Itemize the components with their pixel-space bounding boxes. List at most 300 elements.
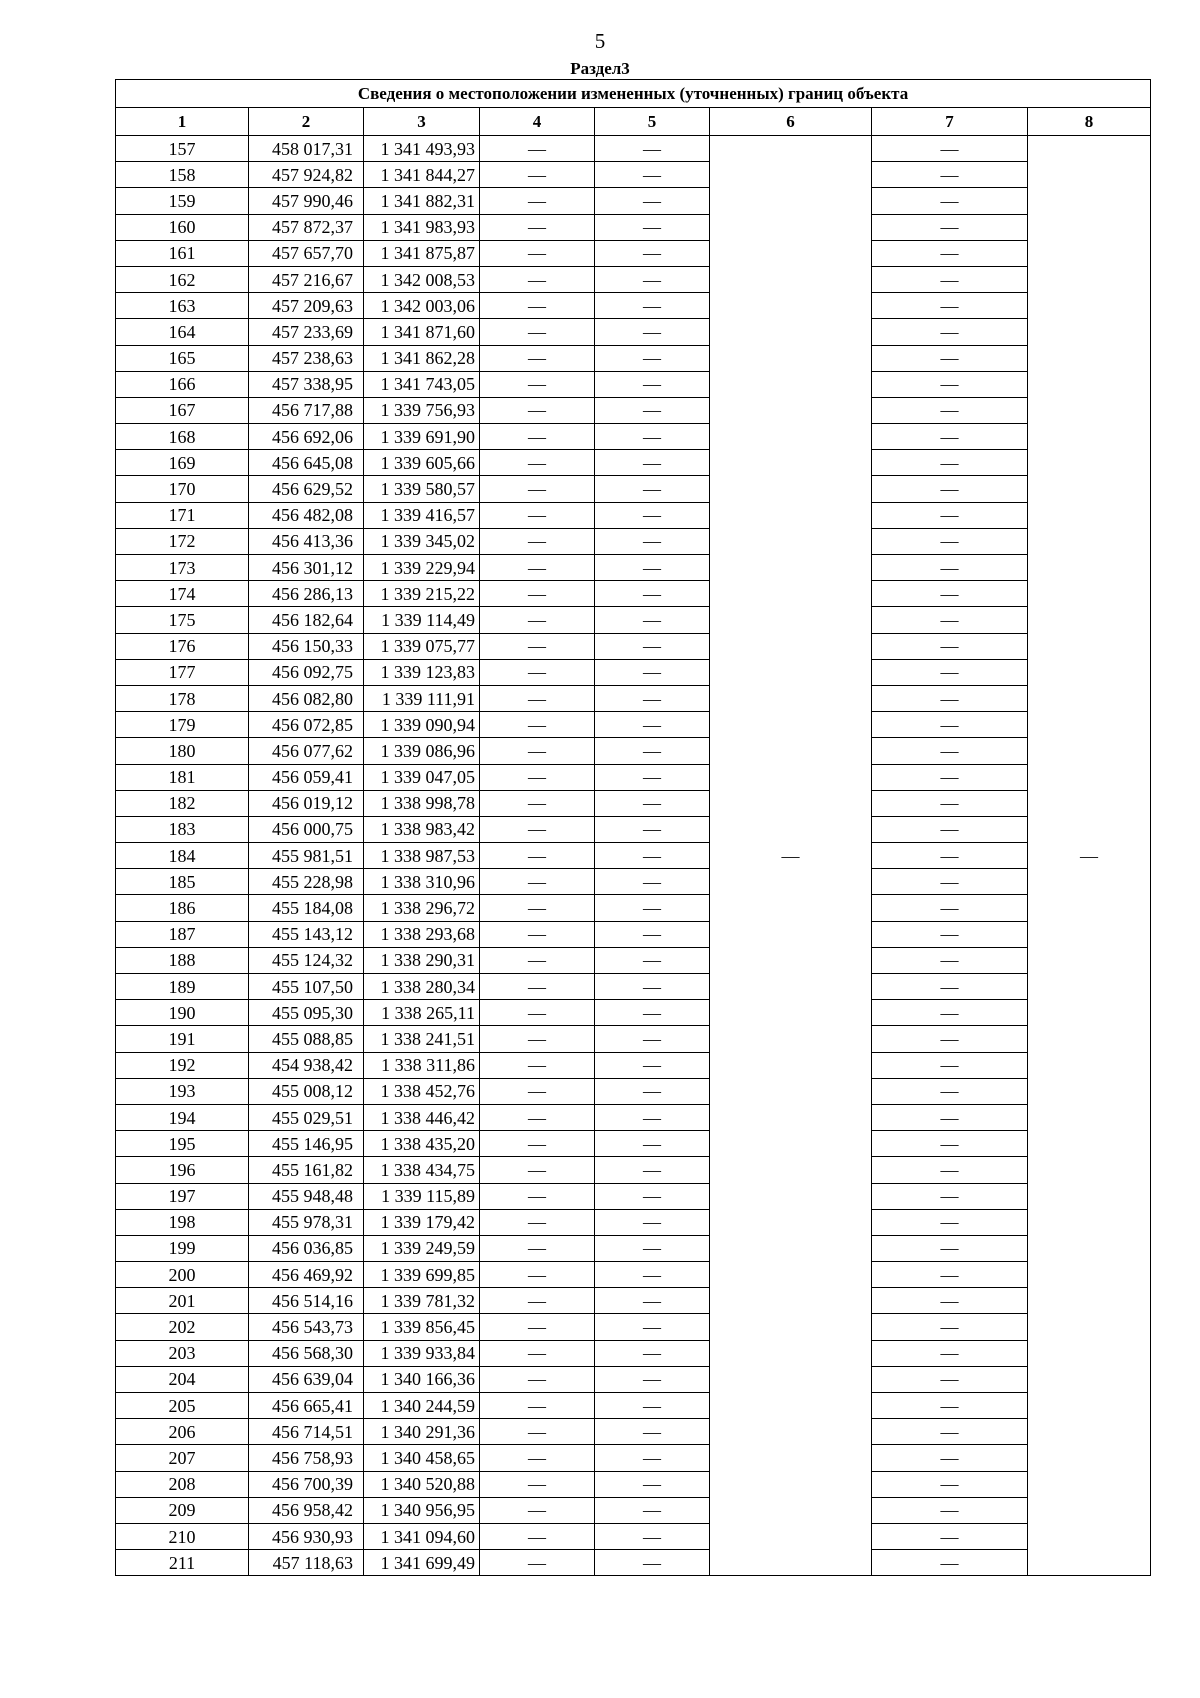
y-coordinate-cell: 1 339 123,83: [364, 659, 480, 685]
y-coordinate-cell: 1 338 280,34: [364, 974, 480, 1000]
col5-cell: —: [595, 345, 710, 371]
col7-cell: —: [872, 240, 1028, 266]
y-coordinate-cell: 1 340 166,36: [364, 1366, 480, 1392]
col5-cell: —: [595, 947, 710, 973]
y-coordinate-cell: 1 340 956,95: [364, 1497, 480, 1523]
col4-cell: —: [480, 947, 595, 973]
col5-cell: —: [595, 371, 710, 397]
col7-cell: —: [872, 1445, 1028, 1471]
col7-cell: —: [872, 947, 1028, 973]
col7-cell: —: [872, 188, 1028, 214]
table-row: [116, 345, 1151, 371]
x-coordinate-cell: 458 017,31: [249, 136, 364, 162]
col5-cell: —: [595, 1550, 710, 1576]
col5-cell: —: [595, 816, 710, 842]
col7-cell: —: [872, 712, 1028, 738]
col7-cell: —: [872, 319, 1028, 345]
table-row: [116, 188, 1151, 214]
x-coordinate-cell: 456 150,33: [249, 633, 364, 659]
col4-cell: —: [480, 1471, 595, 1497]
col7-cell: —: [872, 659, 1028, 685]
table-row: [116, 1078, 1151, 1104]
table-caption: Сведения о местоположении измененных (уточненных) границ объекта: [116, 80, 1151, 108]
col4-cell: —: [480, 633, 595, 659]
table-row: [116, 1209, 1151, 1235]
table-row: [116, 1393, 1151, 1419]
col4-cell: —: [480, 240, 595, 266]
col5-cell: —: [595, 1471, 710, 1497]
col7-cell: —: [872, 1393, 1028, 1419]
col5-cell: —: [595, 1052, 710, 1078]
point-number-cell: 196: [116, 1157, 249, 1183]
x-coordinate-cell: 456 543,73: [249, 1314, 364, 1340]
x-coordinate-cell: 456 692,06: [249, 424, 364, 450]
column-number-row: [116, 108, 1151, 136]
col5-cell: —: [595, 1157, 710, 1183]
x-coordinate-cell: 455 228,98: [249, 869, 364, 895]
col4-cell: —: [480, 1104, 595, 1130]
y-coordinate-cell: 1 341 882,31: [364, 188, 480, 214]
x-coordinate-cell: 455 088,85: [249, 1026, 364, 1052]
col4-cell: —: [480, 528, 595, 554]
col5-cell: —: [595, 685, 710, 711]
table-row: [116, 869, 1151, 895]
col7-cell: —: [872, 1183, 1028, 1209]
x-coordinate-cell: 457 216,67: [249, 266, 364, 292]
point-number-cell: 189: [116, 974, 249, 1000]
x-coordinate-cell: 455 146,95: [249, 1131, 364, 1157]
y-coordinate-cell: 1 339 691,90: [364, 424, 480, 450]
point-number-cell: 157: [116, 136, 249, 162]
table-row: [116, 555, 1151, 581]
column-number: 7: [872, 108, 1028, 136]
col7-cell: —: [872, 1314, 1028, 1340]
y-coordinate-cell: 1 338 310,96: [364, 869, 480, 895]
col4-cell: —: [480, 1523, 595, 1549]
y-coordinate-cell: 1 339 114,49: [364, 607, 480, 633]
table-row: [116, 214, 1151, 240]
col4-cell: —: [480, 843, 595, 869]
col4-cell: —: [480, 266, 595, 292]
col5-cell: —: [595, 869, 710, 895]
table-row: [116, 1550, 1151, 1576]
y-coordinate-cell: 1 339 580,57: [364, 476, 480, 502]
y-coordinate-cell: 1 340 291,36: [364, 1419, 480, 1445]
col7-cell: —: [872, 869, 1028, 895]
col7-cell: —: [872, 843, 1028, 869]
table-row: [116, 266, 1151, 292]
point-number-cell: 170: [116, 476, 249, 502]
table-row: [116, 895, 1151, 921]
y-coordinate-cell: 1 339 756,93: [364, 397, 480, 423]
point-number-cell: 176: [116, 633, 249, 659]
y-coordinate-cell: 1 339 249,59: [364, 1235, 480, 1261]
table-row: [116, 162, 1151, 188]
point-number-cell: 174: [116, 581, 249, 607]
col7-cell: —: [872, 790, 1028, 816]
col5-cell: —: [595, 712, 710, 738]
col7-cell: —: [872, 371, 1028, 397]
col4-cell: —: [480, 1183, 595, 1209]
col4-cell: —: [480, 424, 595, 450]
column-number: 8: [1028, 108, 1151, 136]
col7-cell: —: [872, 555, 1028, 581]
x-coordinate-cell: 455 124,32: [249, 947, 364, 973]
col7-cell: —: [872, 607, 1028, 633]
col7-cell: —: [872, 214, 1028, 240]
col4-cell: —: [480, 1314, 595, 1340]
table-row: [116, 712, 1151, 738]
x-coordinate-cell: 456 714,51: [249, 1419, 364, 1445]
point-number-cell: 172: [116, 528, 249, 554]
y-coordinate-cell: 1 341 844,27: [364, 162, 480, 188]
col5-cell: —: [595, 450, 710, 476]
point-number-cell: 190: [116, 1000, 249, 1026]
col4-cell: —: [480, 974, 595, 1000]
col4-cell: —: [480, 1288, 595, 1314]
point-number-cell: 183: [116, 816, 249, 842]
y-coordinate-cell: 1 341 875,87: [364, 240, 480, 266]
point-number-cell: 187: [116, 921, 249, 947]
y-coordinate-cell: 1 341 743,05: [364, 371, 480, 397]
x-coordinate-cell: 457 209,63: [249, 293, 364, 319]
point-number-cell: 182: [116, 790, 249, 816]
col5-cell: —: [595, 843, 710, 869]
col7-cell: —: [872, 1262, 1028, 1288]
x-coordinate-cell: 456 019,12: [249, 790, 364, 816]
x-coordinate-cell: 456 072,85: [249, 712, 364, 738]
col4-cell: —: [480, 790, 595, 816]
y-coordinate-cell: 1 340 458,65: [364, 1445, 480, 1471]
col5-cell: —: [595, 188, 710, 214]
point-number-cell: 207: [116, 1445, 249, 1471]
point-number-cell: 158: [116, 162, 249, 188]
point-number-cell: 201: [116, 1288, 249, 1314]
col7-cell: —: [872, 633, 1028, 659]
column-number: 2: [249, 108, 364, 136]
x-coordinate-cell: 456 568,30: [249, 1340, 364, 1366]
y-coordinate-cell: 1 342 003,06: [364, 293, 480, 319]
col4-cell: —: [480, 659, 595, 685]
y-coordinate-cell: 1 338 241,51: [364, 1026, 480, 1052]
col4-cell: —: [480, 162, 595, 188]
col7-cell: —: [872, 1523, 1028, 1549]
col7-cell: —: [872, 581, 1028, 607]
point-number-cell: 191: [116, 1026, 249, 1052]
table-row: [116, 1000, 1151, 1026]
x-coordinate-cell: 457 338,95: [249, 371, 364, 397]
point-number-cell: 202: [116, 1314, 249, 1340]
y-coordinate-cell: 1 339 215,22: [364, 581, 480, 607]
col5-cell: —: [595, 659, 710, 685]
col7-cell: —: [872, 528, 1028, 554]
y-coordinate-cell: 1 338 293,68: [364, 921, 480, 947]
col4-cell: —: [480, 1550, 595, 1576]
table-row: [116, 319, 1151, 345]
column-number: 1: [116, 108, 249, 136]
col5-cell: —: [595, 476, 710, 502]
col7-cell: —: [872, 1366, 1028, 1392]
y-coordinate-cell: 1 339 047,05: [364, 764, 480, 790]
col5-cell: —: [595, 240, 710, 266]
col5-cell: —: [595, 1366, 710, 1392]
y-coordinate-cell: 1 338 983,42: [364, 816, 480, 842]
point-number-cell: 205: [116, 1393, 249, 1419]
y-coordinate-cell: 1 338 452,76: [364, 1078, 480, 1104]
x-coordinate-cell: 456 930,93: [249, 1523, 364, 1549]
col7-cell: —: [872, 895, 1028, 921]
col5-cell: —: [595, 1288, 710, 1314]
col7-cell: —: [872, 816, 1028, 842]
point-number-cell: 206: [116, 1419, 249, 1445]
table-row: [116, 764, 1151, 790]
point-number-cell: 178: [116, 685, 249, 711]
col5-cell: —: [595, 502, 710, 528]
table-row: [116, 921, 1151, 947]
x-coordinate-cell: 457 924,82: [249, 162, 364, 188]
y-coordinate-cell: 1 339 179,42: [364, 1209, 480, 1235]
table-row: [116, 974, 1151, 1000]
column-number: 3: [364, 108, 480, 136]
point-number-cell: 208: [116, 1471, 249, 1497]
x-coordinate-cell: 456 286,13: [249, 581, 364, 607]
table-row: [116, 1497, 1151, 1523]
col4-cell: —: [480, 1366, 595, 1392]
x-coordinate-cell: 456 758,93: [249, 1445, 364, 1471]
col4-cell: —: [480, 1497, 595, 1523]
col5-cell: —: [595, 162, 710, 188]
col7-cell: —: [872, 1131, 1028, 1157]
x-coordinate-cell: 454 938,42: [249, 1052, 364, 1078]
col4-cell: —: [480, 607, 595, 633]
table-row: [116, 1445, 1151, 1471]
col4-cell: —: [480, 450, 595, 476]
table-row: [116, 659, 1151, 685]
col5-cell: —: [595, 1497, 710, 1523]
y-coordinate-cell: 1 338 290,31: [364, 947, 480, 973]
col7-cell: —: [872, 1550, 1028, 1576]
x-coordinate-cell: 455 981,51: [249, 843, 364, 869]
boundary-coordinates-table: [115, 79, 1151, 1576]
col4-cell: —: [480, 476, 595, 502]
col7-cell: —: [872, 1235, 1028, 1261]
table-row: [116, 1288, 1151, 1314]
y-coordinate-cell: 1 338 446,42: [364, 1104, 480, 1130]
col4-cell: —: [480, 816, 595, 842]
y-coordinate-cell: 1 339 345,02: [364, 528, 480, 554]
point-number-cell: 181: [116, 764, 249, 790]
table-row: [116, 738, 1151, 764]
x-coordinate-cell: 455 161,82: [249, 1157, 364, 1183]
point-number-cell: 200: [116, 1262, 249, 1288]
point-number-cell: 159: [116, 188, 249, 214]
col5-cell: —: [595, 1235, 710, 1261]
table-row: [116, 607, 1151, 633]
y-coordinate-cell: 1 338 434,75: [364, 1157, 480, 1183]
x-coordinate-cell: 455 029,51: [249, 1104, 364, 1130]
x-coordinate-cell: 456 629,52: [249, 476, 364, 502]
col5-cell: —: [595, 790, 710, 816]
table-row: [116, 1262, 1151, 1288]
table-row: [116, 1183, 1151, 1209]
col5-cell: —: [595, 974, 710, 1000]
table-row: [116, 1104, 1151, 1130]
col7-cell: —: [872, 476, 1028, 502]
point-number-cell: 188: [116, 947, 249, 973]
merged-col6-cell: —: [710, 136, 872, 1576]
col5-cell: —: [595, 1209, 710, 1235]
y-coordinate-cell: 1 339 111,91: [364, 685, 480, 711]
x-coordinate-cell: 455 948,48: [249, 1183, 364, 1209]
col5-cell: —: [595, 1393, 710, 1419]
col4-cell: —: [480, 712, 595, 738]
col7-cell: —: [872, 1419, 1028, 1445]
col7-cell: —: [872, 1157, 1028, 1183]
col7-cell: —: [872, 1026, 1028, 1052]
col7-cell: —: [872, 1000, 1028, 1026]
x-coordinate-cell: 455 095,30: [249, 1000, 364, 1026]
x-coordinate-cell: 457 233,69: [249, 319, 364, 345]
col4-cell: —: [480, 1000, 595, 1026]
y-coordinate-cell: 1 341 699,49: [364, 1550, 480, 1576]
point-number-cell: 168: [116, 424, 249, 450]
table-row: [116, 1366, 1151, 1392]
col4-cell: —: [480, 895, 595, 921]
col7-cell: —: [872, 1078, 1028, 1104]
y-coordinate-cell: 1 340 244,59: [364, 1393, 480, 1419]
point-number-cell: 199: [116, 1235, 249, 1261]
y-coordinate-cell: 1 338 311,86: [364, 1052, 480, 1078]
x-coordinate-cell: 455 143,12: [249, 921, 364, 947]
col4-cell: —: [480, 1393, 595, 1419]
col4-cell: —: [480, 1157, 595, 1183]
col5-cell: —: [595, 1104, 710, 1130]
col7-cell: —: [872, 397, 1028, 423]
col5-cell: —: [595, 581, 710, 607]
col4-cell: —: [480, 685, 595, 711]
col7-cell: —: [872, 1471, 1028, 1497]
x-coordinate-cell: 457 118,63: [249, 1550, 364, 1576]
table-row: [116, 790, 1151, 816]
x-coordinate-cell: 456 469,92: [249, 1262, 364, 1288]
col7-cell: —: [872, 1209, 1028, 1235]
x-coordinate-cell: 455 008,12: [249, 1078, 364, 1104]
table-row: [116, 1471, 1151, 1497]
col4-cell: —: [480, 1235, 595, 1261]
table-row: [116, 450, 1151, 476]
col5-cell: —: [595, 738, 710, 764]
col5-cell: —: [595, 266, 710, 292]
table-row: [116, 685, 1151, 711]
x-coordinate-cell: 456 301,12: [249, 555, 364, 581]
x-coordinate-cell: 457 238,63: [249, 345, 364, 371]
x-coordinate-cell: 455 978,31: [249, 1209, 364, 1235]
point-number-cell: 166: [116, 371, 249, 397]
x-coordinate-cell: 457 990,46: [249, 188, 364, 214]
col4-cell: —: [480, 738, 595, 764]
y-coordinate-cell: 1 339 090,94: [364, 712, 480, 738]
col4-cell: —: [480, 371, 595, 397]
col7-cell: —: [872, 450, 1028, 476]
col5-cell: —: [595, 136, 710, 162]
col7-cell: —: [872, 685, 1028, 711]
x-coordinate-cell: 457 657,70: [249, 240, 364, 266]
y-coordinate-cell: 1 341 983,93: [364, 214, 480, 240]
col5-cell: —: [595, 764, 710, 790]
col4-cell: —: [480, 319, 595, 345]
table-row: [116, 240, 1151, 266]
x-coordinate-cell: 457 872,37: [249, 214, 364, 240]
col5-cell: —: [595, 1262, 710, 1288]
x-coordinate-cell: 456 700,39: [249, 1471, 364, 1497]
table-row: [116, 476, 1151, 502]
x-coordinate-cell: 456 059,41: [249, 764, 364, 790]
point-number-cell: 197: [116, 1183, 249, 1209]
x-coordinate-cell: 456 000,75: [249, 816, 364, 842]
column-number: 6: [710, 108, 872, 136]
col4-cell: —: [480, 1052, 595, 1078]
table-row: [116, 1340, 1151, 1366]
col4-cell: —: [480, 1131, 595, 1157]
merged-col8-cell: —: [1028, 136, 1151, 1576]
col5-cell: —: [595, 293, 710, 319]
table-row: [116, 136, 1151, 162]
col5-cell: —: [595, 1183, 710, 1209]
point-number-cell: 209: [116, 1497, 249, 1523]
table-row: [116, 424, 1151, 450]
point-number-cell: 161: [116, 240, 249, 266]
point-number-cell: 186: [116, 895, 249, 921]
point-number-cell: 210: [116, 1523, 249, 1549]
table-row: [116, 1314, 1151, 1340]
table-row: [116, 502, 1151, 528]
col5-cell: —: [595, 528, 710, 554]
x-coordinate-cell: 456 958,42: [249, 1497, 364, 1523]
point-number-cell: 162: [116, 266, 249, 292]
point-number-cell: 173: [116, 555, 249, 581]
point-number-cell: 193: [116, 1078, 249, 1104]
col5-cell: —: [595, 555, 710, 581]
table-row: [116, 1235, 1151, 1261]
y-coordinate-cell: 1 339 856,45: [364, 1314, 480, 1340]
col4-cell: —: [480, 1445, 595, 1471]
x-coordinate-cell: 456 182,64: [249, 607, 364, 633]
col5-cell: —: [595, 1131, 710, 1157]
point-number-cell: 177: [116, 659, 249, 685]
y-coordinate-cell: 1 342 008,53: [364, 266, 480, 292]
col7-cell: —: [872, 764, 1028, 790]
col7-cell: —: [872, 162, 1028, 188]
col4-cell: —: [480, 136, 595, 162]
x-coordinate-cell: 455 107,50: [249, 974, 364, 1000]
point-number-cell: 195: [116, 1131, 249, 1157]
point-number-cell: 165: [116, 345, 249, 371]
point-number-cell: 204: [116, 1366, 249, 1392]
col5-cell: —: [595, 1078, 710, 1104]
y-coordinate-cell: 1 338 265,11: [364, 1000, 480, 1026]
y-coordinate-cell: 1 338 998,78: [364, 790, 480, 816]
table-row: [116, 1026, 1151, 1052]
y-coordinate-cell: 1 339 605,66: [364, 450, 480, 476]
table-row: [116, 1131, 1151, 1157]
col4-cell: —: [480, 1340, 595, 1366]
y-coordinate-cell: 1 338 987,53: [364, 843, 480, 869]
col7-cell: —: [872, 1340, 1028, 1366]
col4-cell: —: [480, 581, 595, 607]
point-number-cell: 179: [116, 712, 249, 738]
col4-cell: —: [480, 1262, 595, 1288]
table-row: [116, 816, 1151, 842]
